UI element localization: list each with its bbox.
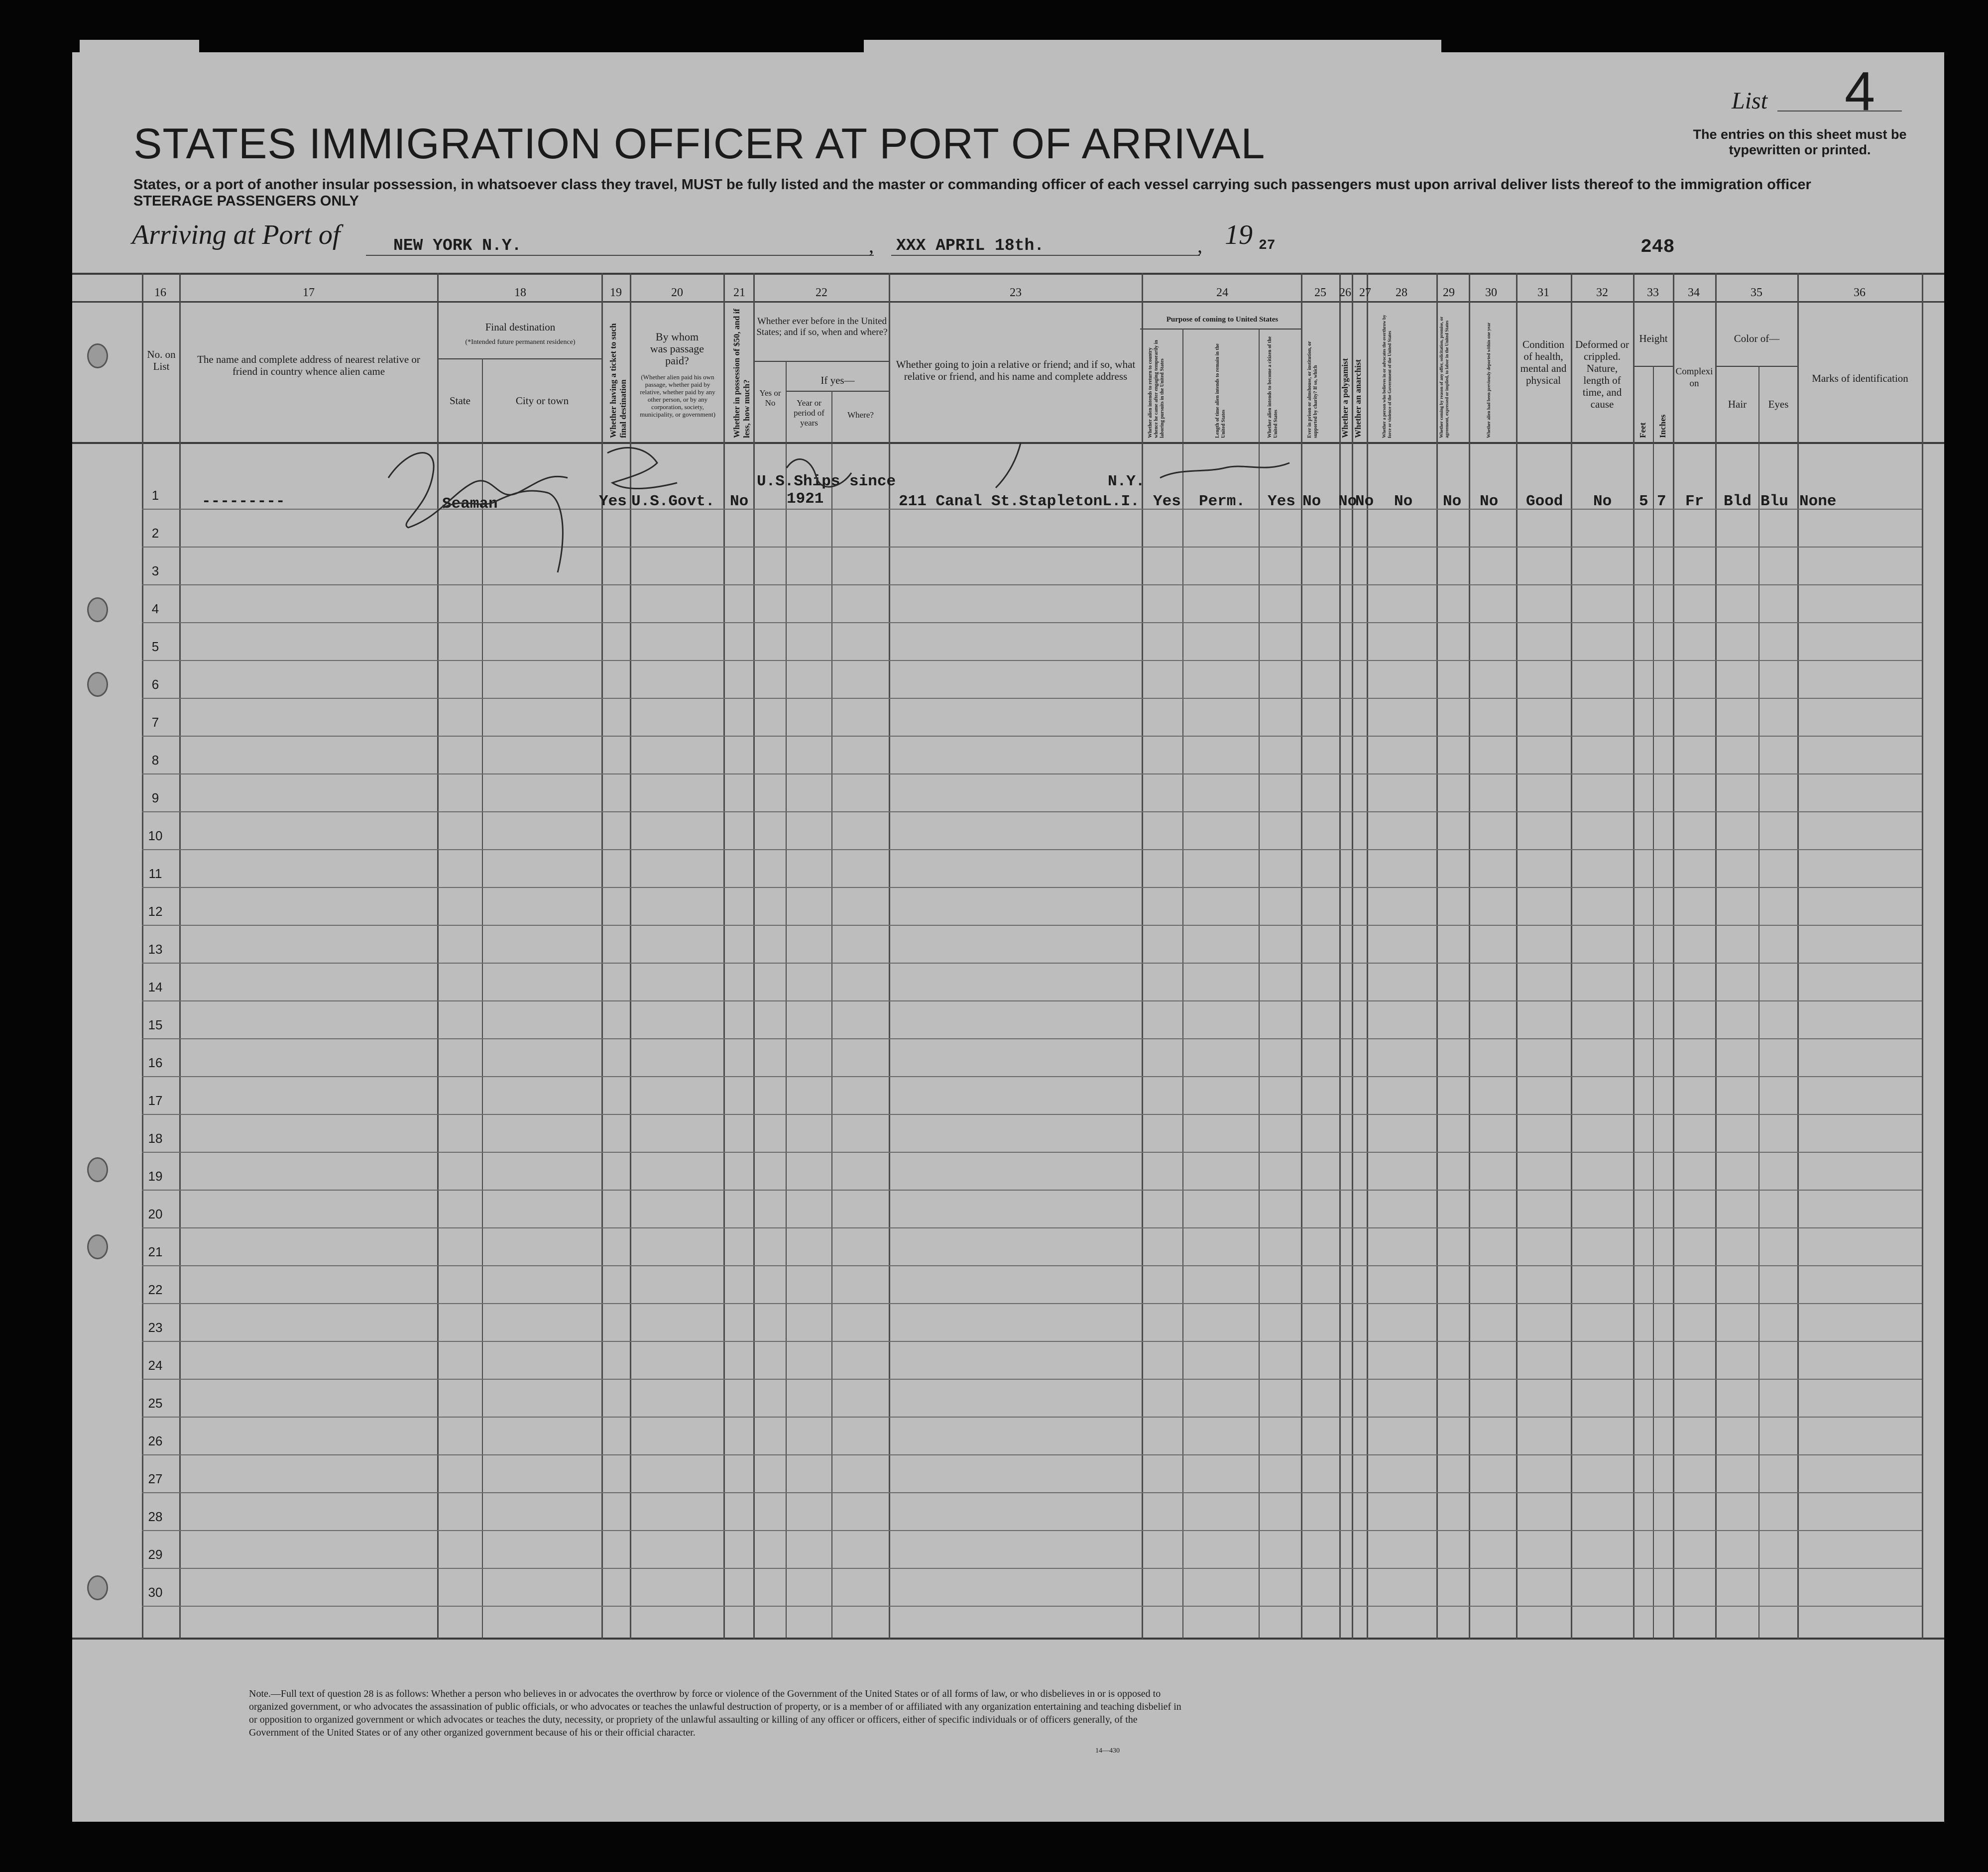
row-line [142, 660, 1922, 661]
entry-relative: --------- [202, 493, 285, 510]
header-if-yes: If yes— [820, 374, 855, 386]
header-marks: Marks of identification [1812, 372, 1908, 384]
row-number: 21 [148, 1244, 163, 1259]
row-number: 30 [148, 1585, 163, 1600]
header-period-of-years: Year or period of years [794, 398, 824, 428]
colnum-34: 34 [1688, 286, 1700, 299]
handwriting-stroke-5 [996, 443, 1021, 488]
entry-deformed: No [1593, 493, 1612, 510]
entry-feet: 5 [1639, 493, 1648, 510]
header-anarchist: Whether an anarchist [1353, 359, 1363, 438]
colnum-23: 23 [1010, 286, 1022, 299]
row-number: 8 [151, 753, 159, 768]
colnum-26: 26 [1339, 286, 1351, 299]
colnum-25: 25 [1314, 286, 1326, 299]
row-line [142, 1076, 1922, 1077]
row-number: 6 [151, 677, 159, 692]
table-bottom-border [72, 1638, 1944, 1640]
entry-join-address: 211 Canal St.StapletonL.I. [899, 493, 1140, 510]
handwriting-marks [378, 433, 1374, 592]
header-overthrow: Whether a person who believes in or advocates the overthrow by force or violence of the Government of the United States [1382, 315, 1392, 438]
port-value: NEW YORK N.Y. [393, 236, 522, 255]
entry-prison: No [1302, 493, 1321, 510]
vline-u [1516, 273, 1518, 1639]
header-city-or-town: City or town [515, 395, 569, 407]
entry-anarchist: No [1355, 493, 1374, 510]
row-number: 12 [148, 904, 163, 919]
colnum-29: 29 [1443, 286, 1455, 299]
colnum-33: 33 [1647, 286, 1659, 299]
entry-return: Yes [1153, 493, 1181, 510]
header-length-of-stay: Length of time alien intends to remain in the United States [1215, 343, 1226, 438]
row-number: 9 [151, 790, 159, 805]
row-number: 4 [151, 601, 159, 616]
header-final-destination: Final destination [485, 321, 556, 333]
vline-z [1715, 273, 1717, 1639]
port-underline [366, 255, 874, 256]
header-purpose: Purpose of coming to United States [1166, 316, 1279, 324]
row-number: 11 [148, 866, 162, 881]
header-ever-before: Whether ever before in the United States; and if so, when and where? [756, 316, 888, 337]
colnum-31: 31 [1537, 286, 1549, 299]
row-line [142, 773, 1922, 774]
row-line [142, 1530, 1922, 1531]
entry-length: Perm. [1199, 493, 1246, 510]
vline-ab [1797, 273, 1799, 1639]
row-number: 1 [151, 488, 159, 503]
row-line [142, 1190, 1922, 1191]
header-prison-charity: Ever in prison or almshouse, or institution, or supported by charity? If so, which [1307, 341, 1318, 438]
entry-deported: No [1480, 493, 1499, 510]
c24-subline [1140, 329, 1302, 330]
binding-hole-5 [87, 1234, 108, 1259]
colnum-17: 17 [303, 286, 315, 299]
row-number: 5 [151, 639, 159, 654]
handwriting-stroke-1 [388, 453, 568, 528]
list-note: The entries on this sheet must be typewritten or printed. [1693, 127, 1907, 157]
header-feet: Feet [1638, 422, 1647, 438]
header-state: State [450, 395, 470, 407]
list-underline [1777, 110, 1902, 111]
row-line [142, 736, 1922, 737]
row-number: 18 [148, 1131, 163, 1146]
header-inches: Inches [1658, 414, 1667, 438]
row-number: 19 [148, 1169, 163, 1184]
vline-aa [1758, 366, 1759, 1639]
row-number: 28 [148, 1509, 163, 1524]
header-fifty-dollars: Whether in possession of $50, and if less, how much? [732, 309, 751, 438]
header-passage-paid: By whom was passage paid? [650, 330, 704, 367]
manifest-sheet [72, 52, 1944, 1822]
vline-s [1436, 273, 1438, 1639]
row-number: 17 [148, 1093, 163, 1108]
year-prefix: 19 [1225, 220, 1253, 250]
row-number: 10 [148, 828, 163, 843]
entry-before-line1: U.S.Ships since [757, 473, 896, 490]
list-number: 4 [1845, 61, 1875, 122]
entry-inches: 7 [1657, 493, 1666, 510]
year-suffix: 27 [1259, 238, 1276, 253]
row-line [142, 1568, 1922, 1569]
entry-eyes: Blu [1760, 493, 1788, 510]
header-deformed: Deformed or crippled. Nature, length of time, and cause [1575, 338, 1629, 410]
entry-complexion: Fr [1685, 493, 1704, 510]
header-labor-offer: Whether coming by reason of any offer, solicitation, promise, or agreement, expressed or implied, to labor in the United States [1439, 317, 1449, 438]
colnum-35: 35 [1751, 286, 1762, 299]
vline-ac [1922, 273, 1923, 1639]
row-line [142, 1114, 1922, 1115]
header-intends-return: Whether alien intends to return to country whence he came after engaging temporarily in laboring pursuits in the United States [1148, 340, 1165, 438]
row-number: 27 [148, 1471, 163, 1486]
vline-w [1633, 273, 1635, 1639]
header-eyes: Eyes [1768, 398, 1789, 410]
colnum-32: 32 [1596, 286, 1608, 299]
row-line [142, 1265, 1922, 1266]
sheet-number: 248 [1640, 236, 1675, 258]
binding-hole-6 [87, 1575, 108, 1600]
binding-hole-2 [87, 597, 108, 622]
entry-join-line1: N.Y. [1108, 473, 1145, 490]
header-intends-citizen: Whether alien intends to become a citizen of the United States [1267, 336, 1279, 438]
vline-t [1469, 273, 1470, 1639]
table-top-border [72, 273, 1944, 275]
entry-ticket: Yes [599, 493, 627, 510]
row-line [142, 1038, 1922, 1039]
page-title: STATES IMMIGRATION OFFICER AT PORT OF ARRIVAL [133, 120, 1266, 168]
entry-fifty: No [730, 493, 749, 510]
date-value: XXX APRIL 18th. [896, 236, 1045, 255]
row-line [142, 1303, 1922, 1304]
row-number: 15 [148, 1017, 163, 1032]
handwriting-stroke-3 [607, 448, 677, 489]
header-where: Where? [847, 410, 874, 420]
row-number: 14 [148, 980, 163, 994]
row-line [142, 925, 1922, 926]
colnum-18: 18 [514, 286, 526, 299]
binding-hole-4 [87, 1157, 108, 1182]
row-line [142, 1152, 1922, 1153]
row-number: 25 [148, 1396, 163, 1411]
entry-hair: Bld [1724, 493, 1752, 510]
row-line [142, 1454, 1922, 1455]
row-number: 16 [148, 1055, 163, 1070]
entry-before-year: 1921 [787, 490, 824, 508]
colnum-16: 16 [154, 286, 166, 299]
date-underline [891, 255, 1200, 256]
c35-subline [1715, 366, 1797, 367]
comma-2: , [1197, 234, 1202, 257]
row-line [142, 1000, 1922, 1001]
header-no-on-list: No. on List [147, 348, 176, 372]
vline-y [1673, 273, 1674, 1639]
row-line [142, 1379, 1922, 1380]
entry-polygamist: No [1338, 493, 1357, 510]
colnum-row-border [72, 301, 1944, 303]
entry-marks: None [1799, 493, 1837, 510]
row-line [142, 1227, 1922, 1228]
comma-1: , [869, 234, 874, 257]
row-line [142, 1606, 1922, 1607]
header-ticket: Whether having a ticket to such final destination [608, 323, 628, 438]
row-line [142, 849, 1922, 850]
colnum-22: 22 [816, 286, 827, 299]
colnum-28: 28 [1396, 286, 1407, 299]
binding-hole-3 [87, 672, 108, 697]
row-number: 20 [148, 1207, 163, 1221]
colnum-24: 24 [1216, 286, 1228, 299]
footnote-question-28: Note.—Full text of question 28 is as follows: Whether a person who believes in or advocates the overthrow by force or violence of the Government of the United States or of all forms of law, or who disbelieves in or is opposed to organized government, or who advocates the assassination of public officials, or who advocates or teaches the unlawful destruction of property, or is a member of or affiliated with any organization entertaining and teaching disbelief in or opposition to organized government or which advocates or teaches the duty, necessity, or propriety of the unlawful assaulting or killing of any officer or officers, either of specific individuals or of officers generally, of the Government of the United States or of any other organized government because of his or their official character. [249, 1688, 1181, 1738]
row-line [142, 698, 1922, 699]
header-going-to-join: Whether going to join a relative or friend; and if so, what relative or friend, and his name and complete address [896, 358, 1136, 382]
row-number: 26 [148, 1433, 163, 1448]
entry-offer: No [1443, 493, 1462, 510]
c18-subline [438, 358, 602, 359]
entry-health: Good [1526, 493, 1563, 510]
header-health: Condition of health, mental and physical [1520, 338, 1567, 386]
header-yes-or-no: Yes or No [759, 388, 781, 408]
arriving-label: Arriving at Port of [132, 220, 341, 250]
header-complexion: Complexion [1675, 366, 1713, 389]
entry-paid-by: U.S.Govt. [631, 493, 715, 510]
header-hair: Hair [1728, 398, 1747, 410]
row-line [142, 622, 1922, 623]
vline-v [1571, 273, 1572, 1639]
entry-state: Seaman [442, 495, 498, 513]
colnum-36: 36 [1854, 286, 1866, 299]
steerage-label: STEERAGE PASSENGERS ONLY [133, 193, 359, 209]
colnum-19: 19 [610, 286, 622, 299]
header-polygamist: Whether a polygamist [1340, 358, 1350, 438]
row-number: 3 [151, 563, 159, 578]
row-line [142, 887, 1922, 888]
row-number: 24 [148, 1358, 163, 1373]
instructions-line: States, or a port of another insular possession, in whatsoever class they travel, MUST be fully listed and the master or commanding officer of each vessel carrying such passengers must upon arrival deliver lists thereof to the immigration officer [133, 177, 1811, 193]
row-line [142, 1417, 1922, 1418]
handwriting-stroke-2 [443, 491, 563, 572]
row-number: 13 [148, 942, 163, 957]
c22-subline-a [754, 361, 889, 362]
handwriting-stroke-4 [787, 459, 851, 487]
header-passage-paid-note: (Whether alien paid his own passage, whether paid by relative, whether paid by any other person, or by any corporation, society, municipality, or government) [640, 373, 715, 418]
colnum-20: 20 [671, 286, 683, 299]
list-label: List [1732, 88, 1768, 114]
row-number: 29 [148, 1547, 163, 1562]
header-final-destination-note: (*Intended future permanent residence) [465, 338, 576, 346]
vline-b [179, 273, 181, 1639]
colnum-27: 27 [1359, 286, 1371, 299]
header-color-of: Color of— [1734, 332, 1780, 344]
c22-subline-b [787, 391, 889, 392]
form-code: 14—430 [1095, 1747, 1120, 1755]
colnum-21: 21 [733, 286, 745, 299]
entry-citizen: Yes [1268, 493, 1295, 510]
row-line [142, 1492, 1922, 1493]
row-number: 2 [151, 526, 159, 541]
colnum-30: 30 [1485, 286, 1497, 299]
row-number: 22 [148, 1282, 163, 1297]
binding-hole-1 [87, 343, 108, 368]
row-line [142, 1341, 1922, 1342]
header-deported: Whether alien had been previously deported within one year [1486, 322, 1491, 438]
row-line [142, 811, 1922, 812]
row-number: 7 [151, 715, 159, 730]
row-number: 23 [148, 1320, 163, 1335]
header-nearest-relative: The name and complete address of nearest relative or friend in country whence alien came [197, 353, 420, 377]
header-height: Height [1639, 332, 1668, 344]
vline-x [1653, 366, 1654, 1639]
entry-overthrow: No [1394, 493, 1413, 510]
handwriting-stroke-6 [1160, 463, 1289, 478]
row-line [142, 963, 1922, 964]
